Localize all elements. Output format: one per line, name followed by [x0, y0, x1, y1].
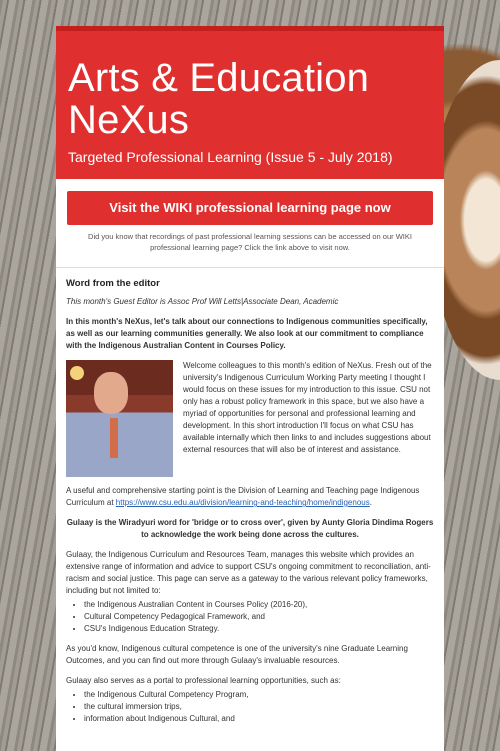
graduate-outcomes-paragraph: As you'd know, Indigenous cultural competence is one of the university's nine Graduate Learning Outcomes, and you can find out more through Gulaay's invaluable resources.: [66, 644, 408, 665]
gulaay-paragraph: Gulaay, the Indigenous Curriculum and Resources Team, manages this website which provides an extensive range of information and advice to support CSU's ongoing commitment to reconciliation, anti-racism and social justice. This page can serve as a gateway to the various relevant policy frameworks, including but not limited to:: [66, 550, 431, 595]
list-item: • the Indigenous Australian Content in Courses Policy (2016-20),: [84, 599, 434, 611]
lamp-shape: [70, 366, 84, 380]
starting-point-paragraph: [66, 485, 434, 509]
section-heading: Word from the editor: [66, 278, 160, 289]
list-item: • CSU's Indigenous Education Strategy.: [84, 623, 434, 635]
portal-paragraph: Gulaay also serves as a portal to professional learning opportunities, such as:: [66, 676, 341, 685]
wiki-note: Did you know that recordings of past professional learning sessions can be accessed on our WIKI professional learning page? Click the link above to visit now.: [88, 232, 412, 252]
divider: [56, 267, 444, 268]
wiki-link-button[interactable]: Visit the WIKI professional learning page now: [67, 191, 433, 225]
list-item: • Cultural Competency Pedagogical Framework, and: [84, 611, 434, 623]
starting-point-text: A useful and comprehensive starting point is the Division of Learning and Teaching page Indigenous Curriculum at: [66, 486, 420, 507]
editor-photo: [66, 360, 173, 477]
list-item: • the Indigenous Cultural Competency Program,: [84, 689, 434, 701]
policy-list: [66, 599, 434, 635]
intro-row: [66, 360, 434, 477]
lead-paragraph: In this month's NeXus, let's talk about our connections to Indigenous communities specifically, as well as our learning communities generally. We also look at our commitment to compliance with the Indigenous Australian Content in Courses Policy.: [66, 317, 428, 350]
guest-editor-line: This month's Guest Editor is Assoc Prof Will Letts|Associate Dean, Academic: [66, 297, 339, 306]
intro-paragraph: Welcome colleagues to this month's edition of NeXus. Fresh out of the university's Indigenous Curriculum Working Party meeting I thought I would focus on these issues for my introduction to this issue. CSU not only has a robust policy framework in this space, but we also have a myriad of opportunities for personal and professional learning and development. In this short introduction I'll focus on what CSU has available internally which then links to and includes suggestions about external resources that will also be of interest and assistance.: [183, 361, 432, 454]
indigenous-curriculum-link[interactable]: https://www.csu.edu.au/division/learning-and-teaching/home/indigenous: [115, 498, 370, 507]
list-item: • the cultural immersion trips,: [84, 701, 434, 713]
editor-head-shape: [94, 372, 128, 414]
opportunities-list: [66, 689, 434, 725]
newsletter-subtitle: Targeted Professional Learning (Issue 5 - July 2018): [68, 149, 393, 165]
tie-shape: [110, 418, 118, 458]
gulaay-quote: Gulaay is the Wiradyuri word for 'bridge or to cross over', given by Aunty Gloria Dindima Rogers to acknowledge the work being done across the cultures.: [66, 518, 434, 539]
article-body: [56, 278, 444, 725]
newsletter-card: [56, 26, 444, 751]
list-item: • information about Indigenous Cultural, and: [84, 713, 434, 725]
newsletter-header: [56, 26, 444, 179]
newsletter-title: Arts & Education NeXus: [68, 56, 370, 142]
starting-point-end: .: [369, 498, 372, 507]
